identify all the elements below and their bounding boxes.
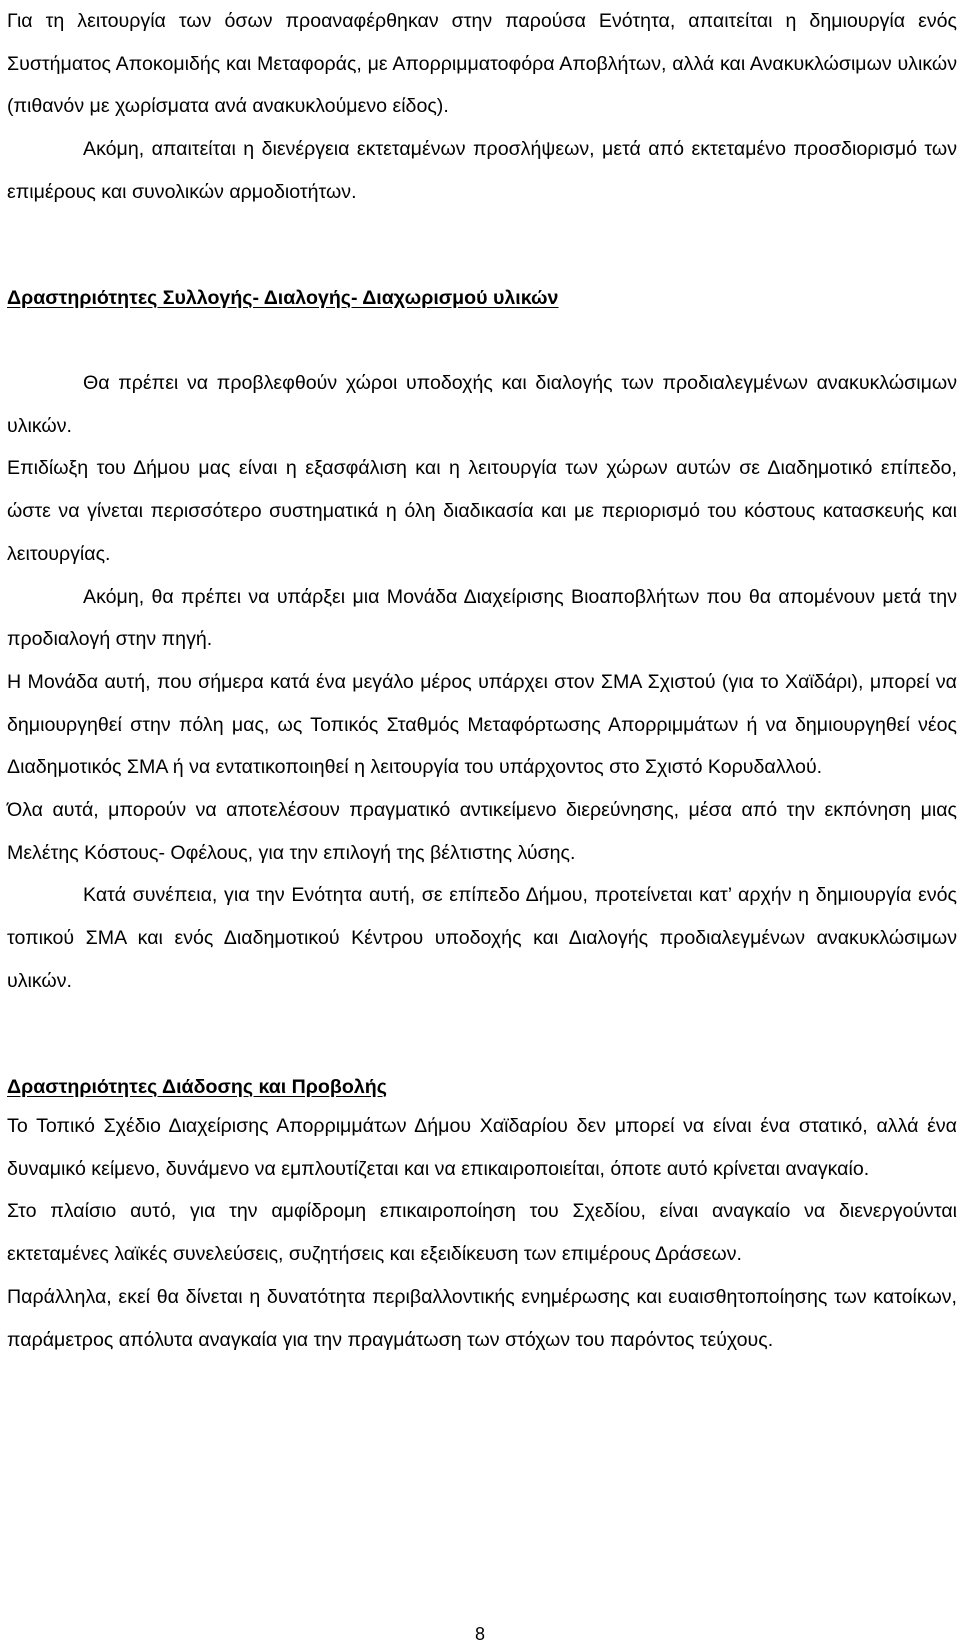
body-paragraph: Η Μονάδα αυτή, που σήμερα κατά ένα μεγάλο μέρος υπάρχει στον ΣΜΑ Σχιστού (για το Χαϊδάρι), μπορεί να δημιουργηθεί στην πόλη μας, ως Τοπικός Σταθμός Μεταφόρτωσης Απορριμμάτων ή να δημιουργηθεί νέος Διαδημοτικός ΣΜΑ ή να εντατικοποιηθεί η λειτουργία του υπάρχοντος στο Σχιστό Κορυδαλλού. — [7, 670, 957, 779]
body-paragraph: Παράλληλα, εκεί θα δίνεται η δυνατότητα περιβαλλοντικής ενημέρωσης και ευαισθητοποίησης των κατοίκων, παράμετρος απόλυτα αναγκαία για την πραγμάτωση των στόχων του παρόντος τεύχους. — [7, 1285, 957, 1351]
body-paragraph: Το Τοπικό Σχέδιο Διαχείρισης Απορριμμάτων Δήμου Χαϊδαρίου δεν μπορεί να είναι ένα στατικό, αλλά ένα δυναμικό κείμενο, δυνάμενο να εμπλουτίζεται και να επικαιροποιείται, όποτε αυτό κρίνεται αναγκαίο. — [7, 1115, 957, 1180]
body-paragraph: Επιδίωξη του Δήμου μας είναι η εξασφάλιση και η λειτουργία των χώρων αυτών σε Διαδημοτικό επίπεδο, ώστε να γίνεται περισσότερο συστηματικά η όλη διαδικασία και με περιορισμό του κόστους κατασκευής και λειτουργίας. — [7, 457, 957, 565]
page-number: 8 — [474, 1624, 485, 1644]
intro-block — [7, 0, 957, 214]
section-collection-body — [7, 362, 957, 1003]
intro-paragraph: Για τη λειτουργία των όσων προαναφέρθηκαν στην παρούσα Ενότητα, απαιτείται η δημιουργία ενός Συστήματος Αποκομιδής και Μεταφοράς, με Απορριμματοφόρα Αποβλήτων, αλλά και Ανακυκλώσιμων υλικών (πιθανόν με χωρίσματα ανά ανακυκλούμενο είδος). — [7, 10, 957, 118]
body-paragraph: Όλα αυτά, μπορούν να αποτελέσουν πραγματικό αντικείμενο διερεύνησης, μέσα από την εκπόνηση μιας Μελέτης Κόστους- Οφέλους, για την επιλογή της βέλτιστης λύσης. — [7, 799, 957, 864]
body-paragraph: Θα πρέπει να προβλεφθούν χώροι υποδοχής και διαλογής των προδιαλεγμένων ανακυκλώσιμων υλικών. — [7, 372, 957, 437]
body-paragraph: Ακόμη, θα πρέπει να υπάρξει μια Μονάδα Διαχείρισης Βιοαποβλήτων που θα απομένουν μετά την προδιαλογή στην πηγή. — [7, 585, 957, 651]
section-heading-collection: Δραστηριότητες Συλλογής- Διαλογής- Διαχωρισμού υλικών — [7, 287, 559, 309]
section-promotion-body — [7, 1105, 957, 1361]
body-paragraph: Κατά συνέπεια, για την Ενότητα αυτή, σε επίπεδο Δήμου, προτείνεται κατ’ αρχήν η δημιουργία ενός τοπικού ΣΜΑ και ενός Διαδημοτικού Κέντρου υποδοχής και Διαλογής προδιαλεγμένων ανακυκλώσιμων υλικών. — [7, 884, 957, 992]
section-heading-promotion: Δραστηριότητες Διάδοσης και Προβολής — [7, 1076, 387, 1098]
body-paragraph: Στο πλαίσιο αυτό, για την αμφίδρομη επικαιροποίηση του Σχεδίου, είναι αναγκαίο να διενεργούνται εκτεταμένες λαϊκές συνελεύσεις, συζητήσεις και εξειδίκευση των επιμέρους Δράσεων. — [7, 1200, 957, 1266]
intro-paragraph: Ακόμη, απαιτείται η διενέργεια εκτεταμένων προσλήψεων, μετά από εκτεταμένο προσδιορισμό των επιμέρους και συνολικών αρμοδιοτήτων. — [7, 138, 957, 203]
